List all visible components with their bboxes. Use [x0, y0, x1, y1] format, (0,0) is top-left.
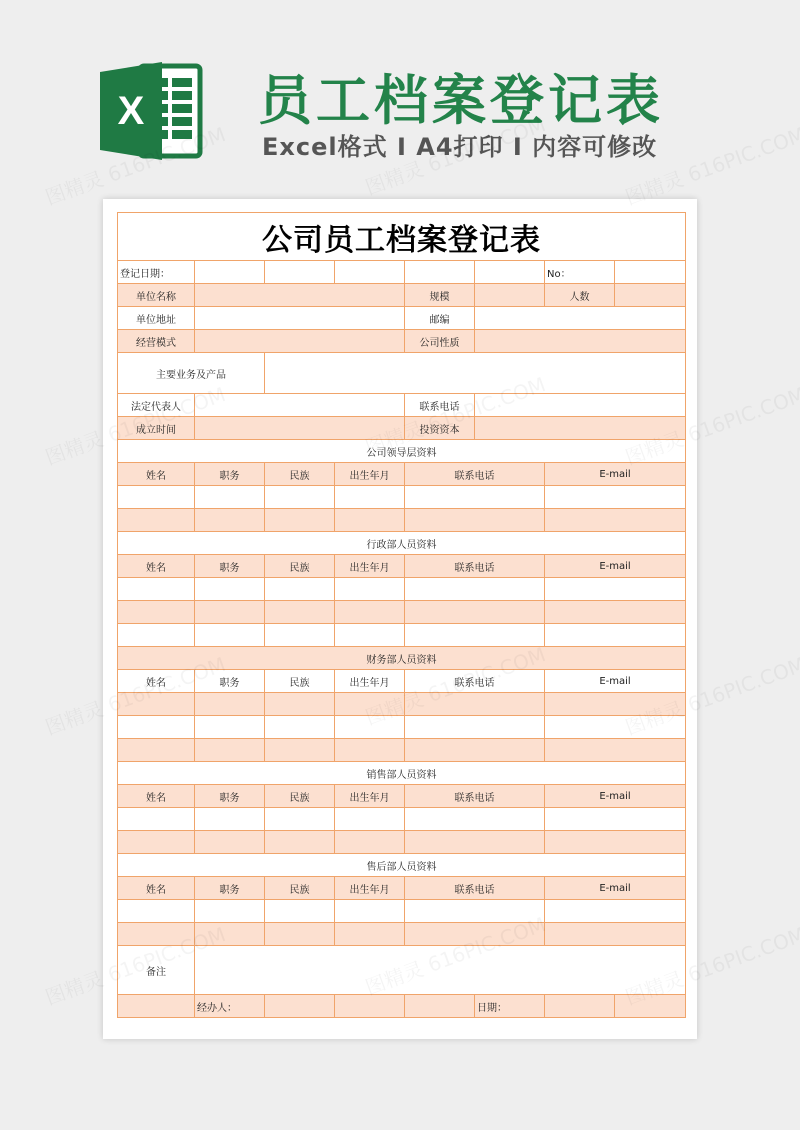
form-row-legal-rep — [118, 394, 686, 417]
scale-cell[interactable] — [475, 284, 545, 307]
capital-label: 投资资本 — [405, 417, 475, 440]
business-mode-label: 经营模式 — [118, 330, 195, 353]
col-birth: 出生年月 — [335, 877, 405, 900]
input-cell[interactable] — [545, 486, 686, 509]
unit-address-cell[interactable] — [195, 307, 405, 330]
col-position: 职务 — [195, 877, 265, 900]
headcount-cell[interactable] — [615, 284, 686, 307]
input-cell[interactable] — [265, 624, 335, 647]
form-row-unit-name — [118, 284, 686, 307]
section-title-admin: 行政部人员资料 — [118, 532, 686, 555]
capital-cell[interactable] — [475, 417, 686, 440]
table-row — [118, 601, 686, 624]
main-business-label: 主要业务及产品 — [118, 353, 265, 394]
founded-label: 成立时间 — [118, 417, 195, 440]
postcode-label: 邮编 — [405, 307, 475, 330]
input-cell[interactable] — [118, 578, 195, 601]
form-row-handler — [118, 995, 686, 1018]
col-name: 姓名 — [118, 785, 195, 808]
date-cell[interactable] — [545, 995, 615, 1018]
input-cell[interactable] — [118, 900, 195, 923]
column-header-row — [118, 670, 686, 693]
input-cell[interactable] — [335, 624, 405, 647]
input-cell[interactable] — [545, 509, 686, 532]
col-position: 职务 — [195, 555, 265, 578]
table-row — [118, 923, 686, 946]
input-cell[interactable] — [405, 601, 545, 624]
input-cell[interactable] — [195, 486, 265, 509]
input-cell[interactable] — [118, 601, 195, 624]
form-row-date — [118, 261, 686, 284]
table-row — [118, 624, 686, 647]
handler-cell[interactable] — [405, 995, 475, 1018]
form-row-remark — [118, 946, 686, 995]
input-cell[interactable] — [405, 624, 545, 647]
reg-date-cell[interactable] — [265, 261, 335, 284]
input-cell[interactable] — [335, 693, 405, 716]
handler-cell[interactable] — [335, 995, 405, 1018]
unit-name-cell[interactable] — [195, 284, 405, 307]
business-mode-cell[interactable] — [195, 330, 405, 353]
input-cell[interactable] — [118, 486, 195, 509]
input-cell[interactable] — [545, 716, 686, 739]
col-birth: 出生年月 — [335, 555, 405, 578]
input-cell[interactable] — [405, 808, 545, 831]
col-email: E-mail — [545, 463, 686, 486]
input-cell[interactable] — [265, 693, 335, 716]
input-cell[interactable] — [265, 900, 335, 923]
col-position: 职务 — [195, 670, 265, 693]
reg-date-cell[interactable] — [335, 261, 405, 284]
input-cell[interactable] — [265, 808, 335, 831]
col-name: 姓名 — [118, 555, 195, 578]
form-title: 公司员工档案登记表 — [118, 213, 686, 261]
col-position: 职务 — [195, 785, 265, 808]
remark-label: 备注 — [118, 946, 195, 995]
section-title-sales: 销售部人员资料 — [118, 762, 686, 785]
input-cell[interactable] — [405, 716, 545, 739]
column-header-row — [118, 877, 686, 900]
input-cell[interactable] — [195, 900, 265, 923]
col-phone: 联系电话 — [405, 877, 545, 900]
input-cell[interactable] — [405, 900, 545, 923]
col-name: 姓名 — [118, 670, 195, 693]
input-cell[interactable] — [335, 831, 405, 854]
table-row — [118, 716, 686, 739]
input-cell[interactable] — [118, 808, 195, 831]
table-row — [118, 578, 686, 601]
col-name: 姓名 — [118, 877, 195, 900]
contact-phone-cell[interactable] — [475, 394, 686, 417]
input-cell[interactable] — [545, 693, 686, 716]
table-row — [118, 900, 686, 923]
col-position: 职务 — [195, 463, 265, 486]
input-cell[interactable] — [265, 923, 335, 946]
input-cell[interactable] — [335, 739, 405, 762]
excel-icon — [100, 60, 204, 162]
input-cell[interactable] — [405, 693, 545, 716]
date-label: 日期： — [475, 995, 545, 1018]
main-business-cell[interactable] — [265, 353, 686, 394]
form-row-main-business — [118, 353, 686, 394]
date-cell[interactable] — [615, 995, 686, 1018]
input-cell[interactable] — [195, 693, 265, 716]
table-row — [118, 739, 686, 762]
input-cell[interactable] — [545, 808, 686, 831]
company-nature-cell[interactable] — [475, 330, 686, 353]
input-cell[interactable] — [335, 808, 405, 831]
contact-phone-label: 联系电话 — [405, 394, 475, 417]
excel-icon-letter: X — [117, 89, 145, 133]
input-cell[interactable] — [265, 509, 335, 532]
col-ethnicity: 民族 — [265, 670, 335, 693]
input-cell[interactable] — [545, 739, 686, 762]
no-cell[interactable] — [615, 261, 686, 284]
remark-cell[interactable] — [195, 946, 686, 995]
employee-form-table — [117, 212, 686, 1018]
input-cell[interactable] — [118, 739, 195, 762]
input-cell[interactable] — [195, 923, 265, 946]
col-birth: 出生年月 — [335, 670, 405, 693]
input-cell[interactable] — [265, 716, 335, 739]
no-label: No： — [545, 261, 615, 284]
col-birth: 出生年月 — [335, 463, 405, 486]
input-cell[interactable] — [335, 509, 405, 532]
input-cell[interactable] — [195, 831, 265, 854]
reg-date-cell[interactable] — [475, 261, 545, 284]
input-cell[interactable] — [335, 923, 405, 946]
col-ethnicity: 民族 — [265, 555, 335, 578]
input-cell[interactable] — [118, 509, 195, 532]
reg-date-label: 登记日期： — [118, 261, 195, 284]
section-title-finance: 财务部人员资料 — [118, 647, 686, 670]
input-cell[interactable] — [118, 923, 195, 946]
handler-label: 经办人： — [195, 995, 265, 1018]
input-cell[interactable] — [545, 578, 686, 601]
input-cell[interactable] — [335, 900, 405, 923]
col-phone: 联系电话 — [405, 670, 545, 693]
col-ethnicity: 民族 — [265, 463, 335, 486]
table-row — [118, 808, 686, 831]
input-cell[interactable] — [405, 578, 545, 601]
input-cell[interactable] — [405, 486, 545, 509]
section-title-aftersales: 售后部人员资料 — [118, 854, 686, 877]
col-email: E-mail — [545, 877, 686, 900]
input-cell[interactable] — [195, 624, 265, 647]
input-cell[interactable] — [195, 716, 265, 739]
table-row — [118, 486, 686, 509]
banner-subtitle: Excel格式 I A4打印 I 内容可修改 — [262, 133, 658, 161]
input-cell[interactable] — [265, 831, 335, 854]
input-cell[interactable] — [335, 716, 405, 739]
col-ethnicity: 民族 — [265, 785, 335, 808]
col-name: 姓名 — [118, 463, 195, 486]
unit-name-label: 单位名称 — [118, 284, 195, 307]
input-cell[interactable] — [118, 693, 195, 716]
legal-rep-cell[interactable] — [195, 394, 405, 417]
section-title-leadership: 公司领导层资料 — [118, 440, 686, 463]
table-row — [118, 693, 686, 716]
input-cell[interactable] — [545, 923, 686, 946]
input-cell[interactable] — [195, 601, 265, 624]
input-cell[interactable] — [405, 831, 545, 854]
col-phone: 联系电话 — [405, 463, 545, 486]
input-cell[interactable] — [265, 486, 335, 509]
input-cell[interactable] — [405, 923, 545, 946]
input-cell[interactable] — [335, 486, 405, 509]
input-cell[interactable] — [195, 808, 265, 831]
page-banner — [0, 0, 800, 190]
input-cell[interactable] — [195, 509, 265, 532]
col-email: E-mail — [545, 555, 686, 578]
postcode-cell[interactable] — [475, 307, 686, 330]
input-cell[interactable] — [265, 739, 335, 762]
scale-label: 规模 — [405, 284, 475, 307]
input-cell[interactable] — [335, 601, 405, 624]
table-row — [118, 831, 686, 854]
form-row-address — [118, 307, 686, 330]
input-cell[interactable] — [545, 831, 686, 854]
table-row — [118, 509, 686, 532]
input-cell[interactable] — [545, 601, 686, 624]
column-header-row — [118, 463, 686, 486]
col-birth: 出生年月 — [335, 785, 405, 808]
legal-rep-label: 法定代表人 — [118, 394, 195, 417]
input-cell[interactable] — [545, 900, 686, 923]
founded-cell[interactable] — [195, 417, 405, 440]
col-ethnicity: 民族 — [265, 877, 335, 900]
reg-date-cell[interactable] — [405, 261, 475, 284]
handler-blank — [118, 995, 195, 1018]
company-nature-label: 公司性质 — [405, 330, 475, 353]
input-cell[interactable] — [118, 831, 195, 854]
unit-address-label: 单位地址 — [118, 307, 195, 330]
input-cell[interactable] — [118, 716, 195, 739]
input-cell[interactable] — [195, 739, 265, 762]
column-header-row — [118, 785, 686, 808]
banner-title: 员工档案登记表 — [258, 69, 664, 132]
input-cell[interactable] — [118, 624, 195, 647]
col-phone: 联系电话 — [405, 785, 545, 808]
col-email: E-mail — [545, 785, 686, 808]
reg-date-cell[interactable] — [195, 261, 265, 284]
input-cell[interactable] — [405, 739, 545, 762]
headcount-label: 人数 — [545, 284, 615, 307]
input-cell[interactable] — [265, 578, 335, 601]
col-phone: 联系电话 — [405, 555, 545, 578]
input-cell[interactable] — [195, 578, 265, 601]
form-row-business-mode — [118, 330, 686, 353]
form-row-founded — [118, 417, 686, 440]
input-cell[interactable] — [545, 624, 686, 647]
input-cell[interactable] — [405, 509, 545, 532]
handler-cell[interactable] — [265, 995, 335, 1018]
form-sheet — [103, 199, 697, 1039]
col-email: E-mail — [545, 670, 686, 693]
column-header-row — [118, 555, 686, 578]
input-cell[interactable] — [265, 601, 335, 624]
input-cell[interactable] — [335, 578, 405, 601]
